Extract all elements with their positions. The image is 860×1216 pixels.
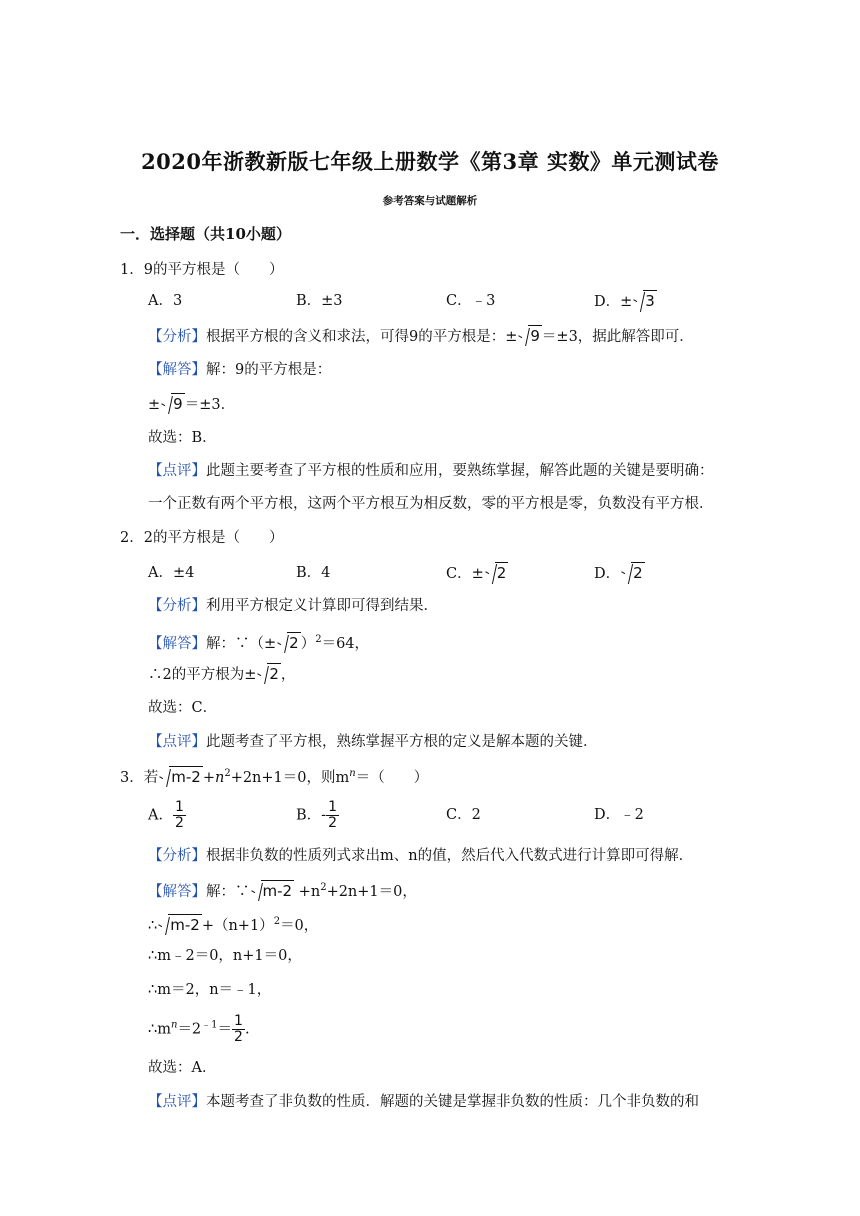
fraction: $\frac{1}{2}$ — [234, 1013, 243, 1045]
q2-option-b: B．4 — [296, 565, 331, 581]
q3-choice: 故选：A． — [148, 1060, 217, 1076]
answer-tag: 【解答】 — [148, 362, 206, 378]
fraction: $\frac{1}{2}$ — [328, 799, 337, 831]
q1-answer: 【解答】解：9的平方根是： — [148, 362, 332, 378]
q1-comment: 【点评】此题主要考查了平方根的性质和应用，要熟练掌握，解答此题的关键是要明确： — [148, 463, 714, 479]
analysis-tag: 【分析】 — [148, 848, 206, 864]
q1-choice: 故选：B． — [148, 430, 217, 446]
section-heading: 一．选择题（共10小题） — [120, 225, 291, 243]
q2-step: ∴2的平方根为± 2 ， — [148, 665, 296, 683]
sqrt-symbol: m-2 — [159, 767, 203, 788]
q3-option-c: C．2 — [446, 807, 481, 823]
sqrt-symbol: 9 — [161, 394, 185, 415]
q1-step: ± 9 ＝±3． — [148, 395, 236, 413]
q3-comment: 【点评】本题考查了非负数的性质．解题的关键是掌握非负数的性质：几个非负数的和 — [148, 1094, 699, 1110]
q3-step-1: ∴ $m-2 +(n+1)^2=0$， — [148, 916, 319, 934]
q1-comment-continued: 一个正数有两个平方根，这两个平方根互为相反数，零的平方根是零，负数没有平方根． — [148, 496, 714, 512]
q2-stem: 2．2的平方根是（ ） — [120, 530, 284, 546]
answer-tag: 【解答】 — [148, 636, 206, 652]
q2-choice: 故选：C． — [148, 700, 218, 716]
q2-comment: 【点评】此题考查了平方根，熟练掌握平方根的定义是解本题的关键． — [148, 734, 598, 750]
q2-option-d: D． 2 — [594, 562, 645, 585]
q2-analysis: 【分析】利用平方根定义计算即可得到结果． — [148, 598, 438, 614]
sqrt-symbol: 2 — [257, 664, 281, 685]
q3-option-b: B．- $\frac{1}{2}$ — [296, 799, 337, 831]
q3-option-a: A． $\frac{1}{2}$ — [148, 799, 184, 831]
sqrt-symbol: 9 — [518, 326, 542, 347]
q3-answer: 【解答】解：∵ $m-2 +n^2+2n+1=0$， — [148, 882, 417, 900]
sqrt-symbol: 2 — [277, 633, 301, 654]
analysis-tag: 【分析】 — [148, 329, 206, 345]
analysis-tag: 【分析】 — [148, 598, 206, 614]
sqrt-symbol: m-2 — [251, 881, 295, 902]
q3-step-3: ∴m＝2，n＝﹣1， — [148, 982, 272, 998]
sqrt-symbol: 2 — [485, 562, 509, 585]
q1-option-b: B．±3 — [296, 293, 343, 309]
comment-tag: 【点评】 — [148, 463, 206, 479]
q1-stem: 1．9的平方根是（ ） — [120, 262, 284, 278]
fraction: $\frac{1}{2}$ — [174, 799, 184, 831]
q1-option-a: A．3 — [148, 293, 183, 309]
q1-analysis: 【分析】根据平方根的含义和求法，可得9的平方根是：± 9 ＝±3，据此解答即可． — [148, 327, 694, 345]
q3-step-4: $\therefore m^n=2^{﹣1}=$ $\frac{1}{2}$ . — [148, 1013, 250, 1045]
q2-option-c: C．± 2 — [446, 562, 508, 585]
q1-option-d: D．± 3 — [594, 290, 657, 313]
q1-option-c: C．﹣3 — [446, 293, 496, 309]
sqrt-symbol: m-2 — [158, 915, 202, 936]
comment-tag: 【点评】 — [148, 734, 206, 750]
q3-step-2: ∴m﹣2＝0，n+1＝0， — [148, 948, 302, 964]
sqrt-symbol: 3 — [633, 290, 657, 313]
answer-tag: 【解答】 — [148, 884, 206, 900]
q3-option-d: D．﹣2 — [594, 807, 644, 823]
q2-answer: 【解答】解：∵（± 2 ）$^2$＝64， — [148, 634, 370, 652]
page-subtitle: 参考答案与试题解析 — [382, 195, 478, 207]
comment-tag: 【点评】 — [148, 1094, 206, 1110]
page-title: 2020年浙教新版七年级上册数学《第3章 实数》单元测试卷 — [141, 149, 719, 174]
q3-analysis: 【分析】根据非负数的性质列式求出m、n的值，然后代入代数式进行计算即可得解． — [148, 848, 694, 864]
q2-option-a: A．±4 — [148, 565, 195, 581]
q3-stem: 3．若 $m-2 +n^2+2n+1=0$，则$m^n=$（ ） — [120, 768, 429, 786]
sqrt-symbol: 2 — [621, 562, 645, 585]
